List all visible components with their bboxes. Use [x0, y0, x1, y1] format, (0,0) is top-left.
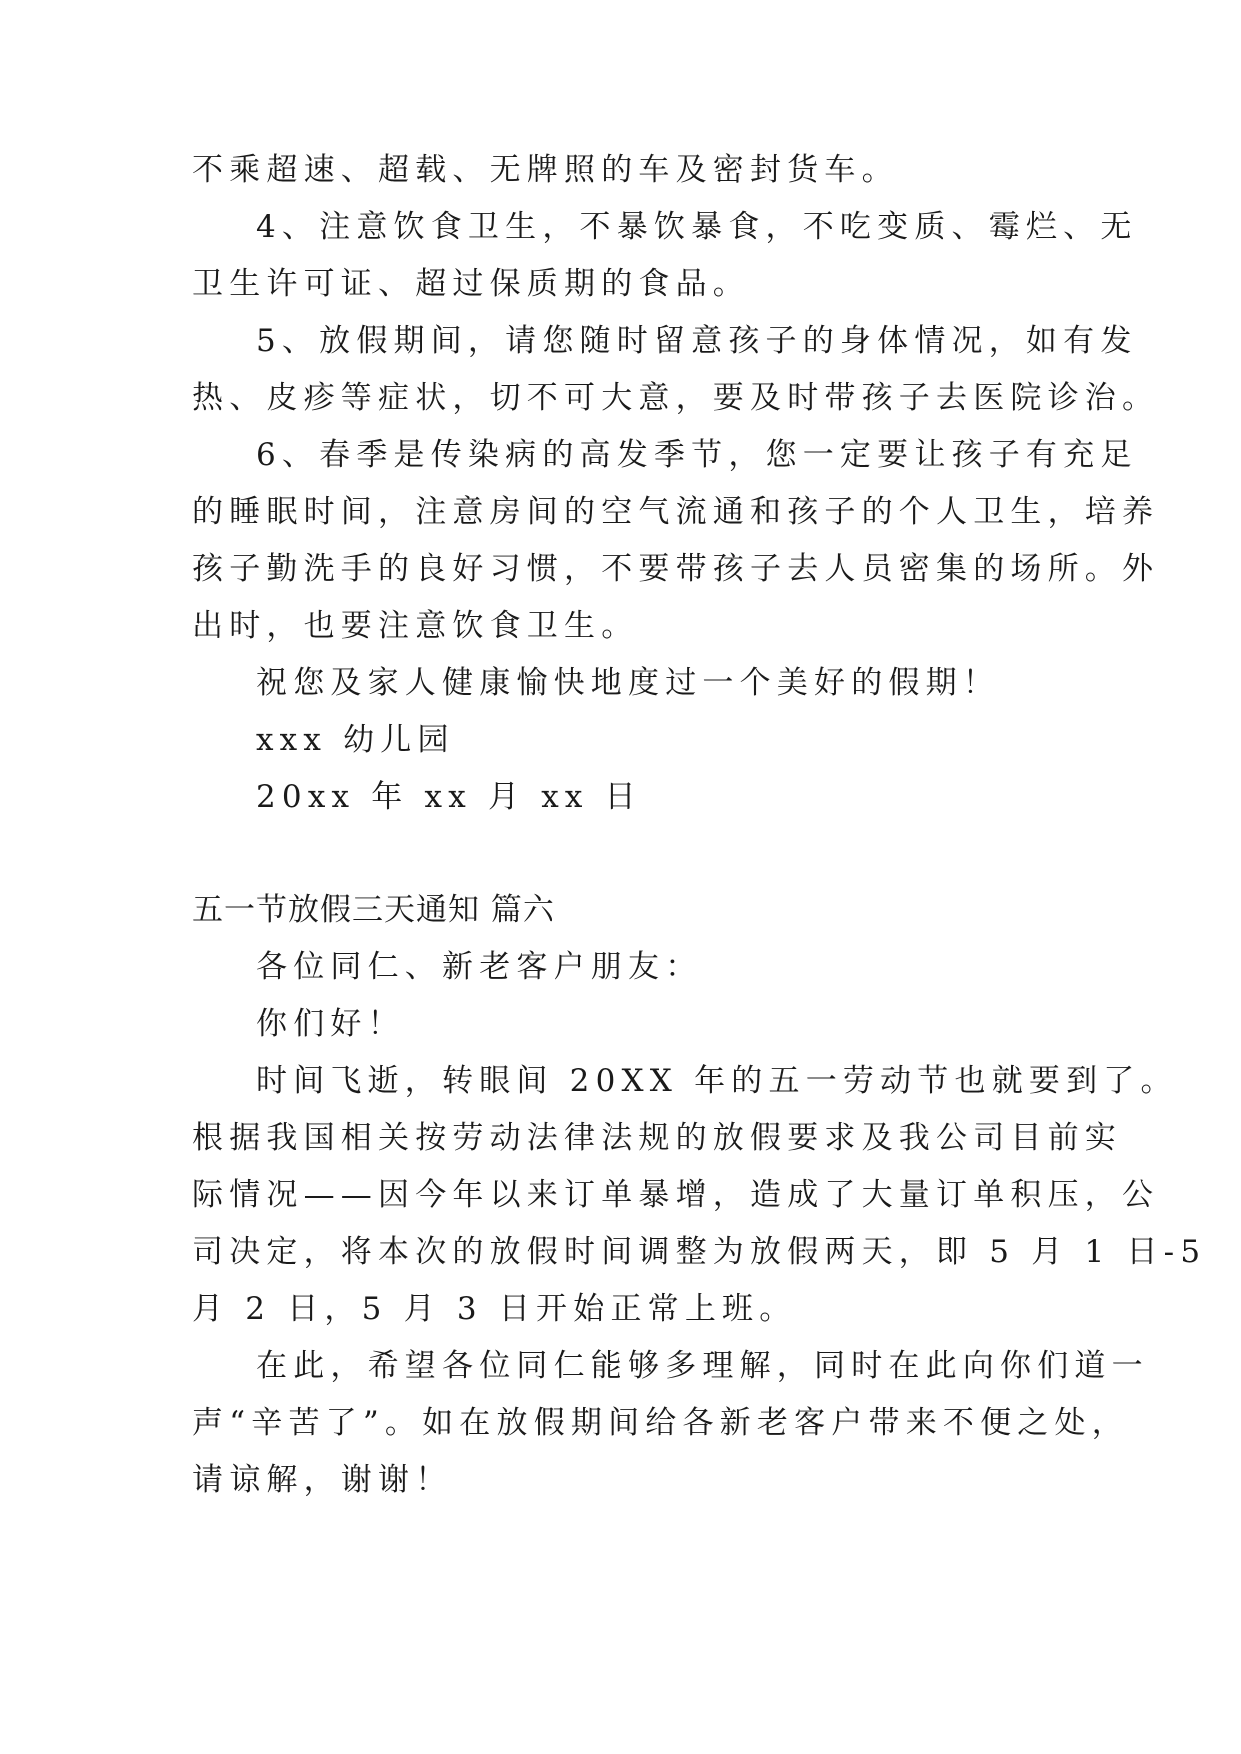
- paragraph-line: 际情况——因今年以来订单暴增，造成了大量订单积压，公: [192, 1177, 1160, 1213]
- paragraph-line: 声“辛苦了”。如在放假期间给各新老客户带来不便之处，: [192, 1405, 1129, 1441]
- paragraph-line: 的睡眠时间，注意房间的空气流通和孩子的个人卫生，培养: [192, 494, 1160, 530]
- signature-org: xxx 幼儿园: [256, 722, 455, 758]
- paragraph-line: 卫生许可证、超过保质期的食品。: [192, 266, 750, 302]
- paragraph-line: 时间飞逝，转眼间 20XX 年的五一劳动节也就要到了。: [256, 1063, 1178, 1099]
- paragraph-line: 在此，希望各位同仁能够多理解，同时在此向你们道一: [256, 1348, 1149, 1384]
- paragraph-line: 6、春季是传染病的高发季节，您一定要让孩子有充足: [256, 437, 1138, 473]
- paragraph-line: 孩子勤洗手的良好习惯，不要带孩子去人员密集的场所。外: [192, 551, 1160, 587]
- signature-date: 20xx 年 xx 月 xx 日: [256, 779, 642, 815]
- closing-wish: 祝您及家人健康愉快地度过一个美好的假期！: [256, 665, 1000, 701]
- paragraph-line: 热、皮疹等症状，切不可大意，要及时带孩子去医院诊治。: [192, 380, 1160, 416]
- paragraph-line: 4、注意饮食卫生，不暴饮暴食，不吃变质、霉烂、无: [256, 209, 1138, 245]
- paragraph-line: 司决定，将本次的放假时间调整为放假两天，即 5 月 1 日-5: [192, 1234, 1207, 1270]
- section-heading: 五一节放假三天通知 篇六: [192, 892, 555, 928]
- paragraph-line: 请谅解，谢谢！: [192, 1462, 453, 1498]
- greeting: 你们好！: [256, 1006, 405, 1042]
- paragraph-line: 根据我国相关按劳动法律法规的放假要求及我公司目前实: [192, 1120, 1122, 1156]
- salutation: 各位同仁、新老客户朋友：: [256, 949, 703, 985]
- paragraph-line: 月 2 日，5 月 3 日开始正常上班。: [192, 1291, 797, 1327]
- paragraph-line: 5、放假期间，请您随时留意孩子的身体情况，如有发: [256, 323, 1138, 359]
- paragraph-line: 出时，也要注意饮食卫生。: [192, 608, 639, 644]
- paragraph-line: 不乘超速、超载、无牌照的车及密封货车。: [192, 152, 899, 188]
